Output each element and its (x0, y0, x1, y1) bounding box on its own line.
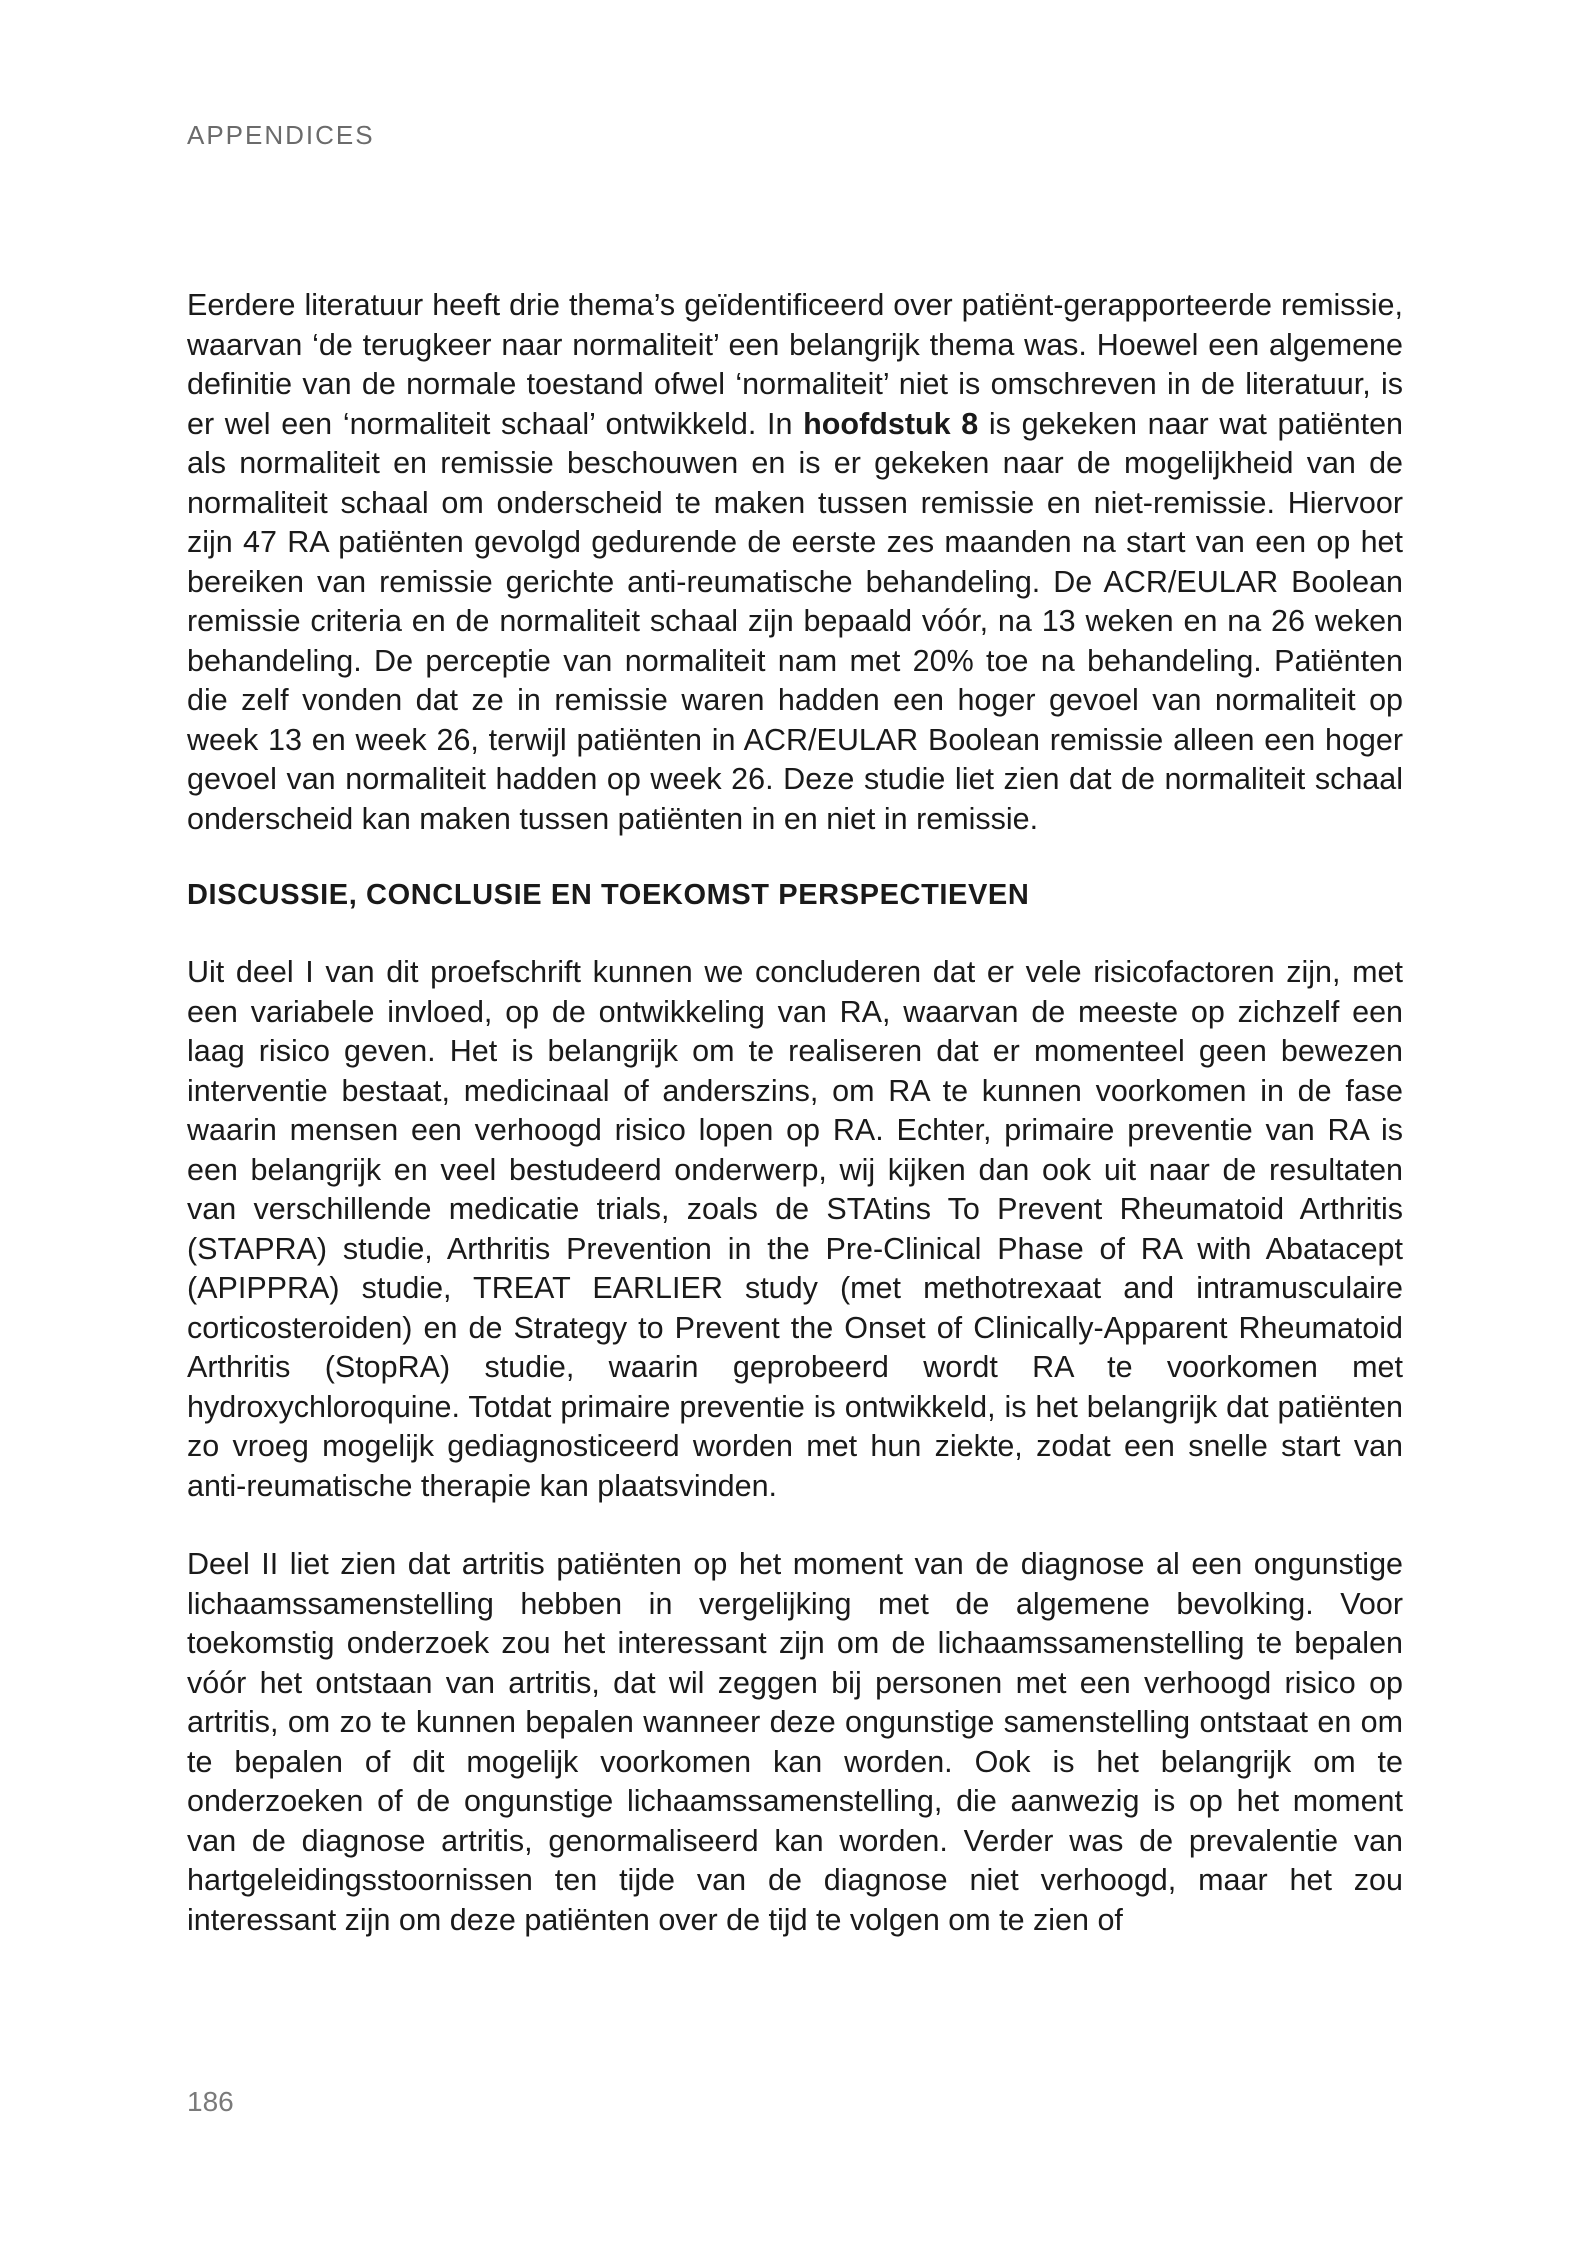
page-number: 186 (187, 2086, 234, 2117)
paragraph-text: Eerdere literatuur heeft drie thema’s geïdentificeerd over patiënt-gerapporteerde remissie, waarvan ‘de terugkeer naar normaliteit’ een belangrijk thema was. Hoewel een algemene definitie van de normale toestand ofwel ‘normaliteit’ niet is omschreven in de literatuur, is er wel een ‘normaliteit schaal’ ontwikkeld. In (187, 288, 1403, 441)
paragraph-part-2-conclusion: Deel II liet zien dat artritis patiënten op het moment van de diagnose al een ongunstige lichaamssamenstelling hebben in vergelijking met de algemene bevolking. Voor toekomstig onderzoek zou het interessant zijn om de lichaamssamenstelling te bepalen vóór het ontstaan van artritis, dat wil zeggen bij personen met een verhoogd risico op artritis, om zo te kunnen bepalen wanneer deze ongunstige samenstelling ontstaat en om te bepalen of dit mogelijk voorkomen kan worden. Ook is het belangrijk om te onderzoeken of de ongunstige lichaamssamenstelling, die aanwezig is op het moment van de diagnose artritis, genormaliseerd kan worden. Verder was de prevalentie van hartgeleidingsstoornissen ten tijde van de diagnose niet verhoogd, maar het zou interessant zijn om deze patiënten over de tijd te volgen om te zien of (187, 1547, 1403, 1937)
body-text (187, 286, 1403, 1940)
chapter-reference: hoofdstuk 8 (803, 406, 979, 441)
paragraph-part-1-conclusion: Uit deel I van dit proefschrift kunnen we concluderen dat er vele risicofactoren zijn, met een variabele invloed, op de ontwikkeling van RA, waarvan de meeste op zichzelf een laag risico geven. Het is belangrijk om te realiseren dat er momenteel geen bewezen interventie bestaat, medicinaal of anderszins, om RA te kunnen voorkomen in de fase waarin mensen een verhoogd risico lopen op RA. Echter, primaire preventie van RA is een belangrijk en veel bestudeerd onderwerp, wij kijken dan ook uit naar de resultaten van verschillende medicatie trials, zoals de STAtins To Prevent Rheumatoid Arthritis (STAPRA) studie, Arthritis Prevention in the Pre-Clinical Phase of RA with Abatacept (APIPPRA) studie, TREAT EARLIER study (met methotrexaat and intramusculaire corticosteroiden) en de Strategy to Prevent the Onset of Clinically-Apparent Rheumatoid Arthritis (StopRA) studie, waarin geprobeerd wordt RA te voorkomen met hydroxychloroquine. Totdat primaire preventie is ontwikkeld, is het belangrijk dat patiënten zo vroeg mogelijk gediagnosticeerd worden met hun ziekte, zodat een snelle start van anti-reumatische therapie kan plaatsvinden. (187, 955, 1403, 1503)
paragraph-text: is gekeken naar wat patiënten als normaliteit en remissie beschouwen en is er gekeken naar de mogelijkheid van de normaliteit schaal om onderscheid te maken tussen remissie en niet-remissie. Hiervoor zijn 47 RA patiënten gevolgd gedurende de eerste zes maanden na start van een op het bereiken van remissie gerichte anti-reumatische behandeling. De ACR/EULAR Boolean remissie criteria en de normaliteit schaal zijn bepaald vóór, na 13 weken en na 26 weken behandeling. De perceptie van normaliteit nam met 20% toe na behandeling. Patiënten die zelf vonden dat ze in remissie waren hadden een hoger gevoel van normaliteit op week 13 en week 26, terwijl patiënten in ACR/EULAR Boolean remissie alleen een hoger gevoel van normaliteit hadden op week 26. Deze studie liet zien dat de normaliteit schaal onderscheid kan maken tussen patiënten in en niet in remissie. (187, 406, 1403, 836)
section-heading: DISCUSSIE, CONCLUSIE EN TOEKOMST PERSPECTIEVEN (187, 879, 1030, 911)
running-header: APPENDICES (187, 120, 375, 150)
paragraph-chapter-8-summary (187, 286, 1403, 839)
